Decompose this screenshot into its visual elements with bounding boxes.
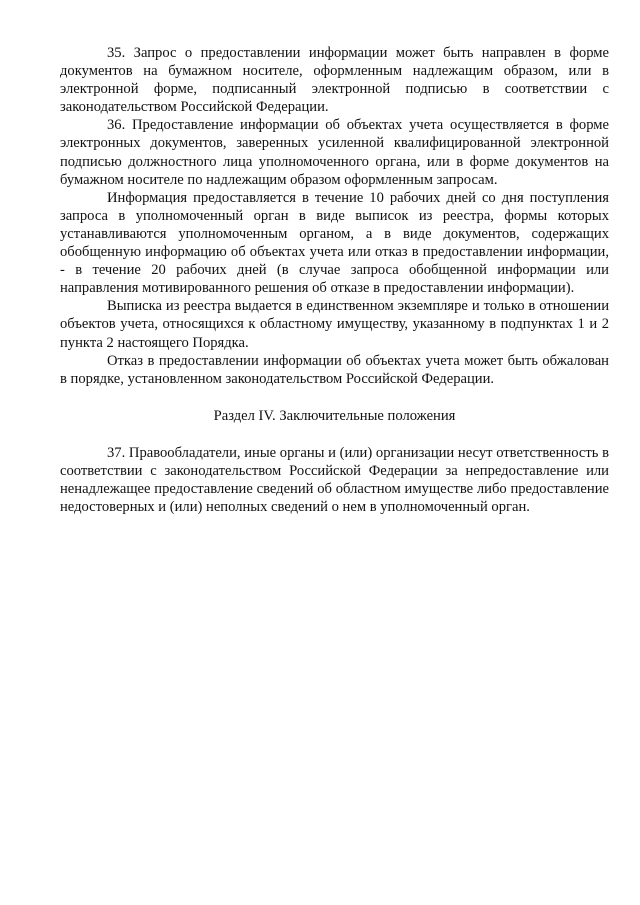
- paragraph-36: 36. Предоставление информации об объектах учета осуществляется в форме электронных документов, заверенных усиленной квалифицированной электронной подписью должностного лица уполномоченного органа, или в форме документов на бумажном носителе по надлежащим образом оформленным запросам.: [60, 117, 609, 188]
- paragraph-refusal-appeal: Отказ в предоставлении информации об объектах учета может быть обжалован в порядке, установленном законодательством Российской Федерации.: [60, 352, 609, 387]
- section-heading: Раздел IV. Заключительные положения: [213, 407, 456, 424]
- document-page: [60, 44, 609, 516]
- paragraph-35: 35. Запрос о предоставлении информации может быть направлен в форме документов на бумажном носителе, оформленным надлежащим образом, или в электронной форме, подписанный электронной подписью в соответствии с законодательством Российской Федерации.: [60, 45, 609, 116]
- paragraph-registry-extract: Выписка из реестра выдается в единственном экземпляре и только в отношении объектов учета, относящихся к областному имуществу, указанному в подпунктах 1 и 2 пункта 2 настоящего Порядка.: [60, 298, 609, 351]
- paragraph-information-terms: Информация предоставляется в течение 10 рабочих дней со дня поступления запроса в уполномоченный орган в виде выписок из реестра, формы которых устанавливаются уполномоченным органом, а в виде документов, содержащих обобщенную информацию об объектах учета или отказ в предоставлении информации, - в течение 20 рабочих дней (в случае запроса обобщенной информации или направления мотивированного решения об отказе в предоставлении информации).: [60, 189, 609, 297]
- paragraph-37: 37. Правообладатели, иные органы и (или) организации несут ответственность в соответствии с законодательством Российской Федерации за непредоставление или ненадлежащее предоставление сведений об областном имуществе либо предоставление недостоверных и (или) неполных сведений о нем в уполномоченный орган.: [60, 444, 609, 516]
